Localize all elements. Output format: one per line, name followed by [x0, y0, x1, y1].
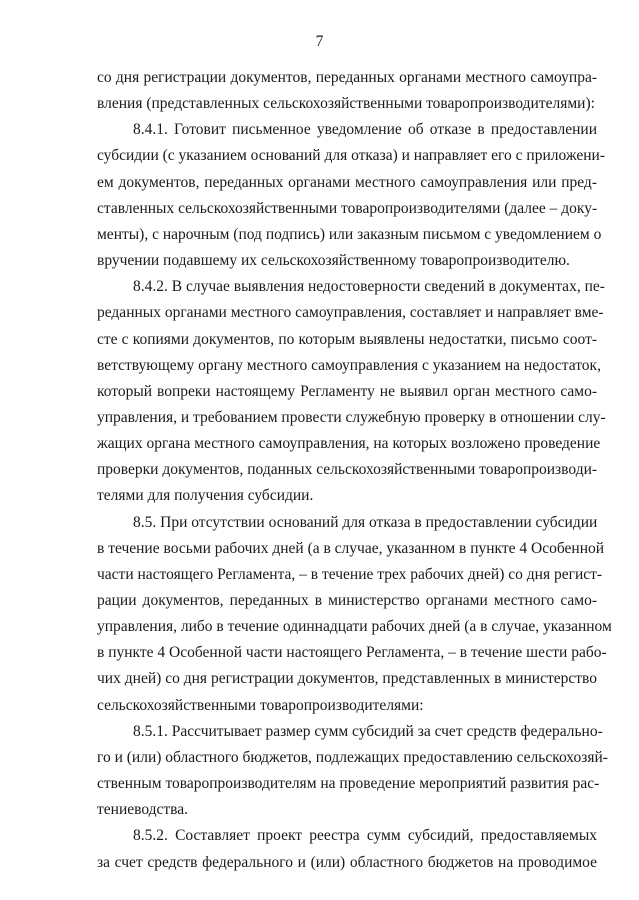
text-line: рации документов, переданных в министерство органами местного само-	[97, 592, 597, 609]
text-line: ственным товаропроизводителям на проведение мероприятий развития рас-	[97, 775, 600, 792]
text-line: телями для получения субсидии.	[97, 487, 314, 505]
text-line: вручении подавшему их сельскохозяйственному товаропроизводителю.	[97, 252, 570, 269]
text-line: в течение восьми рабочих дней (а в случае, указанном в пункте 4 Особенной	[97, 539, 605, 557]
text-line: части настоящего Регламента, – в течение трех рабочих дней) со дня регист-	[97, 565, 603, 583]
text-line: чих дней) со дня регистрации документов, представленных в министерство	[97, 670, 597, 688]
text-line: управления, и требованием провести служебную проверку в отношении слу-	[97, 408, 606, 426]
text-line: менты), с нарочным (под подпись) или заказным письмом с уведомлением о	[97, 225, 602, 243]
text-line: который вопреки настоящему Регламенту не выявил орган местного само-	[97, 382, 597, 400]
text-line: ем документов, переданных органами местного самоуправления или пред-	[97, 173, 597, 191]
paragraph-first-line: 8.4.2. В случае выявления недостоверности сведений в документах, пе-	[133, 278, 605, 296]
text-line: го и (или) областного бюджетов, подлежащих предоставлению сельскохозяй-	[97, 748, 608, 766]
text-line: со дня регистрации документов, переданных органами местного самоупра-	[97, 69, 597, 86]
text-line: ветствующему органу местного самоуправления с указанием на недостаток,	[97, 356, 601, 374]
text-line: субсидии (с указанием оснований для отказа) и направляет его с приложени-	[97, 147, 605, 165]
text-line: жащих органа местного самоуправления, на которых возложено проведение	[97, 435, 601, 453]
text-line: за счет средств федерального и (или) областного бюджетов на проводимое	[97, 853, 597, 871]
text-line: управления, либо в течение одиннадцати рабочих дней (а в случае, указанном	[97, 618, 612, 636]
paragraph-first-line: 8.5.1. Рассчитывает размер сумм субсидий за счет средств федерально-	[133, 722, 603, 740]
paragraph-first-line: 8.5. При отсутствии оснований для отказа в предоставлении субсидии	[133, 513, 598, 531]
text-line: ставленных сельскохозяйственными товаропроизводителями (далее – доку-	[97, 199, 598, 217]
text-line: сельскохозяйственными товаропроизводителями:	[97, 696, 424, 714]
text-line: в пункте 4 Особенной части настоящего Регламента, – в течение шести рабо-	[97, 644, 607, 662]
text-line: тениеводства.	[97, 801, 189, 819]
paragraph-first-line: 8.5.2. Составляет проект реестра сумм субсидий, предоставляемых	[133, 827, 597, 845]
paragraph-first-line: 8.4.1. Готовит письменное уведомление об отказе в предоставлении	[133, 121, 597, 139]
page-number: 7	[315, 33, 324, 50]
text-line: реданных органами местного самоуправления, составляет и направляет вме-	[97, 304, 604, 322]
text-line: проверки документов, поданных сельскохозяйственными товаропроизводи-	[97, 461, 598, 479]
text-line: вления (представленных сельскохозяйственными товаропроизводителями):	[97, 95, 595, 113]
text-line: сте с копиями документов, по которым выявлены недостатки, письмо соот-	[97, 330, 597, 348]
